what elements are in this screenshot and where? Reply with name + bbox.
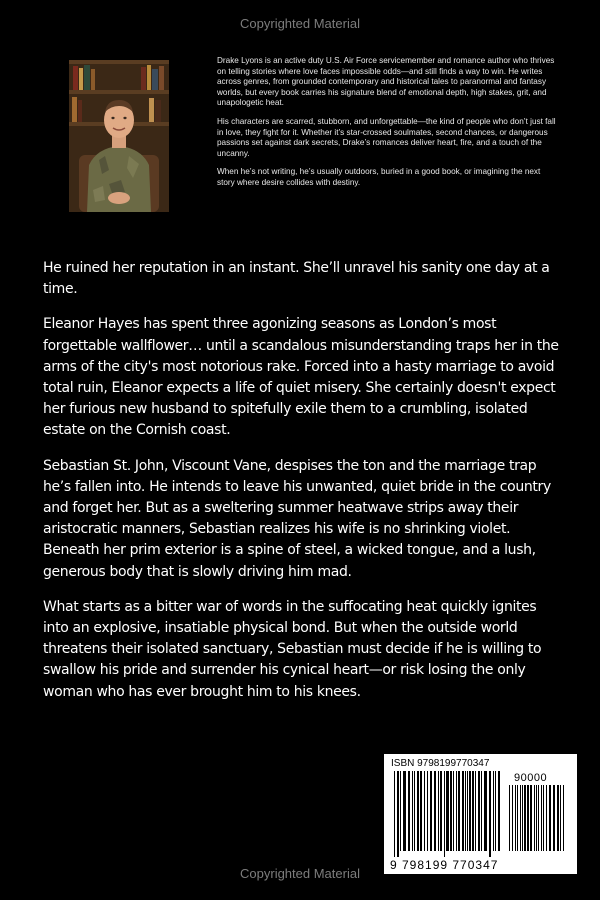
barcode-bar xyxy=(427,771,428,851)
barcode-bar xyxy=(403,771,406,851)
barcode-bar xyxy=(495,771,496,851)
barcode-bar xyxy=(509,785,510,851)
price-code: 90000 xyxy=(514,772,548,784)
barcode-bar xyxy=(541,785,542,851)
barcode-bar xyxy=(498,771,500,851)
barcode-bar xyxy=(475,771,476,851)
barcode-bar xyxy=(478,771,480,851)
barcode-bar xyxy=(469,771,471,851)
blurb-paragraph: What starts as a bitter war of words in the suffocating heat quickly ignites into an explosive, insatiable physical bond. But when the outside world threatens their isolated sanctuary, Sebastian must decide if he is willing to swallow his pride and surrender his cynical heart—or risk losing the only woman who has ever brought him to his knees. xyxy=(43,598,542,700)
barcode-bar xyxy=(467,771,468,851)
barcode-bar xyxy=(417,771,419,851)
barcode-bar xyxy=(453,771,454,851)
barcode-bar xyxy=(546,785,547,851)
blurb-paragraph: Eleanor Hayes has spent three agonizing seasons as London’s most forgettable wallflower… until a scandalous misunderstanding traps her in the arms of the city's most notorious rake. Forced into a hasty marriage to avoid total ruin, Eleanor expects a life of quiet misery. She certainly doesn't expect her furious new husband to spitefully exile them to a crumbling, isolated estate on the Cornish coast. xyxy=(43,316,559,439)
barcode-bar xyxy=(530,785,532,851)
barcode-bar xyxy=(438,771,439,851)
barcode-bar xyxy=(543,785,544,851)
blurb-tagline: He ruined her reputation in an instant. She’ll unravel his sanity one day at a time. xyxy=(43,260,550,298)
barcode-bar xyxy=(456,771,457,851)
barcode-bar xyxy=(444,771,445,857)
barcode-bar xyxy=(549,785,551,851)
barcode-bar xyxy=(553,785,555,851)
book-blurb xyxy=(43,258,563,717)
barcode-bar xyxy=(522,785,523,851)
copyright-watermark-bottom: Copyrighted Material xyxy=(240,866,360,881)
barcode-bar xyxy=(472,771,474,851)
blurb-paragraph: Sebastian St. John, Viscount Vane, despises the ton and the marriage trap he’s fallen into. He intends to leave his unwanted, quiet bride in the country and forget her. But as a sweltering summer heatwave strips away their aristocratic manners, Sebastian realizes his wife is no shrinking violet. Beneath her prim exterior is a spine of steel, a wicked tongue, and a lush, generous body that is slowly driving him mad. xyxy=(43,457,551,580)
barcode-bar xyxy=(408,771,410,851)
barcode-bar xyxy=(414,771,415,851)
bio-paragraph: Drake Lyons is an active duty U.S. Air Force servicemember and romance author who thrives on telling stories where love faces impossible odds—and still finds a way to win. He writes across genres, from grounded contemporary and historical tales to paranormal and fantasy worlds, but every book carries his signature blend of emotional depth, high stakes, grit, and unapologetic heat. xyxy=(217,56,555,108)
barcode-bar xyxy=(517,785,518,851)
barcode-bar xyxy=(520,785,521,851)
barcode-bar xyxy=(446,771,449,851)
barcode-bar xyxy=(430,771,432,851)
author-bio xyxy=(217,56,557,197)
isbn-barcode xyxy=(384,754,577,874)
barcode-bar xyxy=(515,785,516,851)
barcode-bar xyxy=(536,785,537,851)
barcode-bar xyxy=(527,785,529,851)
barcode-bar xyxy=(560,785,561,851)
barcode-bar xyxy=(458,771,460,851)
barcode-bar xyxy=(489,771,491,857)
barcode-bar xyxy=(400,771,401,851)
barcode-bar xyxy=(462,771,464,851)
author-photo xyxy=(69,60,169,212)
bio-paragraph: His characters are scarred, stubborn, and unforgettable—the kind of people who don’t just fall in love, they fight for it. Whether it’s star-crossed soulmates, second chances, or dangerous passions set against dark secrets, Drake’s romances deliver heart, fire, and a touch of the uncanny. xyxy=(217,116,556,158)
barcode-bars xyxy=(394,771,502,857)
bio-paragraph: When he’s not writing, he’s usually outdoors, buried in a good book, or imagining the next story where desire collides with destiny. xyxy=(217,167,541,187)
barcode-bar xyxy=(397,771,399,857)
barcode-bar xyxy=(563,785,564,851)
barcode-bar xyxy=(394,771,395,857)
barcode-bar xyxy=(493,771,494,851)
barcode-bar xyxy=(412,771,413,851)
barcode-bar xyxy=(434,771,436,851)
barcode-bar xyxy=(512,785,513,851)
addon-barcode-bars xyxy=(509,785,567,857)
barcode-bar xyxy=(465,771,466,851)
barcode-bar xyxy=(538,785,539,851)
barcode-bar xyxy=(440,771,442,851)
barcode-bar xyxy=(424,771,425,851)
copyright-watermark-top: Copyrighted Material xyxy=(240,16,360,31)
barcode-bar xyxy=(484,771,487,851)
barcode-bar xyxy=(420,771,422,851)
isbn-digits: 9 798199 770347 xyxy=(390,858,499,872)
barcode-bar xyxy=(524,785,526,851)
barcode-bar xyxy=(534,785,535,851)
barcode-bar xyxy=(481,771,482,851)
barcode-bar xyxy=(557,785,559,851)
barcode-bar xyxy=(450,771,452,851)
isbn-label: ISBN 9798199770347 xyxy=(391,758,490,769)
